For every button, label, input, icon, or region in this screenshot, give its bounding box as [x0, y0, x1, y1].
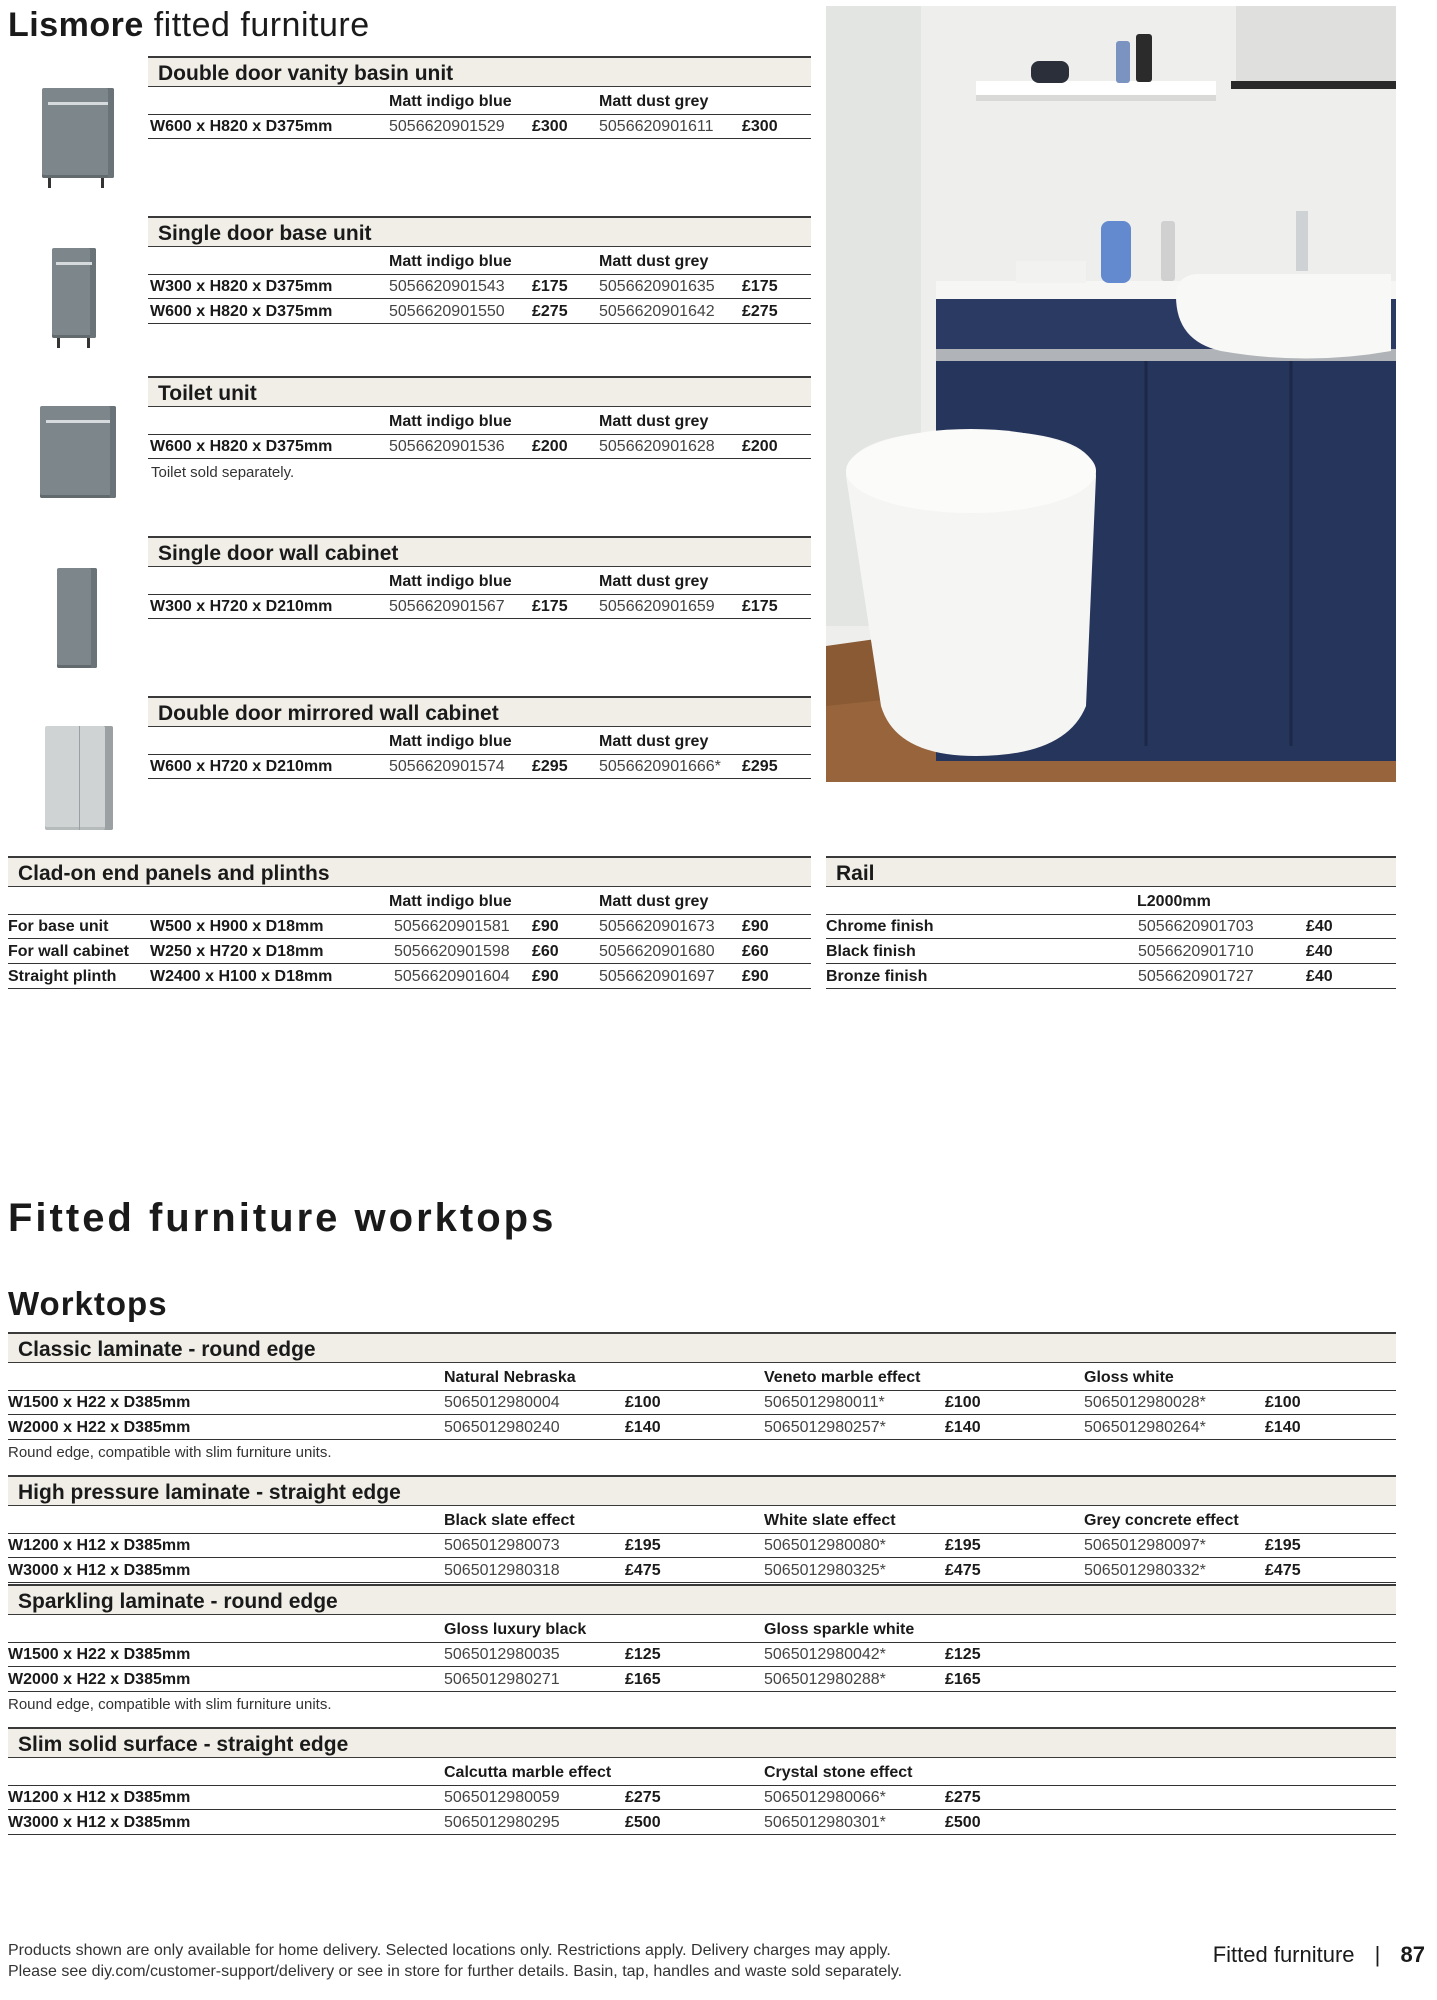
- worktop-col-head: Gloss white: [1084, 1369, 1174, 1386]
- table-row: [8, 1786, 1396, 1810]
- col-head-indigo: Matt indigo blue: [389, 93, 512, 110]
- row-price: £275: [945, 1789, 981, 1806]
- row-price: £100: [1265, 1394, 1301, 1411]
- row-price: £40: [1306, 968, 1333, 985]
- table-row: [148, 435, 811, 459]
- table-row: [8, 915, 811, 939]
- worktop-title: Slim solid surface - straight edge: [8, 1727, 1396, 1758]
- row-price-grey: £300: [742, 118, 778, 135]
- row-code: 5065012980271: [444, 1671, 560, 1688]
- worktop-col-head: Natural Nebraska: [444, 1369, 576, 1386]
- row-price-indigo: £60: [532, 943, 559, 960]
- col-head-grey: Matt dust grey: [599, 93, 709, 110]
- row-price: £275: [625, 1789, 661, 1806]
- wall-cabinet-image: [45, 560, 140, 660]
- row-code: 5056620901710: [1138, 943, 1254, 960]
- row-code-grey: 5056620901697: [599, 968, 715, 985]
- row-code: 5065012980011*: [764, 1394, 885, 1411]
- row-code: 5065012980073: [444, 1537, 560, 1554]
- row-code-grey: 5056620901628: [599, 438, 715, 455]
- row-label: Chrome finish: [826, 918, 934, 935]
- row-code: 5065012980028*: [1084, 1394, 1206, 1411]
- row-dimensions: W250 x H720 x D18mm: [150, 943, 324, 960]
- row-dimensions: W1200 x H12 x D385mm: [8, 1537, 191, 1554]
- row-price-indigo: £175: [532, 278, 568, 295]
- col-head-indigo: Matt indigo blue: [389, 733, 512, 750]
- row-price: £140: [625, 1419, 661, 1436]
- footer-line-1: Products shown are only available for home delivery. Selected locations only. Restrictions apply. Delivery charges may apply.: [8, 1942, 891, 1959]
- table-row: [8, 1559, 1396, 1583]
- row-dimensions: W1200 x H12 x D385mm: [8, 1789, 191, 1806]
- row-code: 5065012980080*: [764, 1537, 886, 1554]
- row-code-grey: 5056620901611: [599, 118, 714, 135]
- row-price: £195: [1265, 1537, 1301, 1554]
- col-head-indigo: Matt indigo blue: [389, 413, 512, 430]
- row-dimensions: W300 x H820 x D375mm: [150, 278, 333, 295]
- worktop-col-head: Veneto marble effect: [764, 1369, 921, 1386]
- row-price-indigo: £200: [532, 438, 568, 455]
- row-code-indigo: 5056620901567: [389, 598, 505, 615]
- worktop-col-head: Grey concrete effect: [1084, 1512, 1239, 1529]
- col-head-grey: Matt dust grey: [599, 573, 709, 590]
- row-dimensions: W3000 x H12 x D385mm: [8, 1814, 191, 1831]
- unit-title: Double door mirrored wall cabinet: [148, 696, 811, 727]
- col-head-length: L2000mm: [1137, 893, 1211, 910]
- row-price-grey: £90: [742, 968, 769, 985]
- row-code: 5065012980325*: [764, 1562, 886, 1579]
- table-row: [8, 1811, 1396, 1835]
- page-title: [8, 6, 370, 45]
- table-row: [8, 965, 811, 989]
- row-code: 5065012980257*: [764, 1419, 886, 1436]
- table-row: [8, 1668, 1396, 1692]
- row-dimensions: W1500 x H22 x D385mm: [8, 1646, 191, 1663]
- row-code: 5065012980288*: [764, 1671, 886, 1688]
- table-row: [8, 1391, 1396, 1415]
- row-price-grey: £175: [742, 278, 778, 295]
- row-code-grey: 5056620901659: [599, 598, 715, 615]
- row-code-indigo: 5056620901581: [394, 918, 510, 935]
- row-label: For wall cabinet: [8, 943, 129, 960]
- footer-line-2: Please see diy.com/customer-support/delivery or see in store for further details. Basin, tap, handles and waste sold separately.: [8, 1963, 903, 1980]
- table-row: [8, 1416, 1396, 1440]
- row-code-indigo: 5056620901574: [389, 758, 505, 775]
- worktop-col-head: White slate effect: [764, 1512, 896, 1529]
- clad-title: Clad-on end panels and plinths: [8, 856, 811, 887]
- unit-title: Double door vanity basin unit: [148, 56, 811, 87]
- row-price: £500: [945, 1814, 981, 1831]
- row-price-indigo: £175: [532, 598, 568, 615]
- row-code: 5065012980059: [444, 1789, 560, 1806]
- title-bold: Lismore: [8, 6, 144, 44]
- footer-page-label: [1213, 1942, 1425, 1968]
- table-row: [148, 275, 811, 299]
- row-price: £125: [945, 1646, 981, 1663]
- row-code-grey: 5056620901673: [599, 918, 715, 935]
- row-price: £140: [945, 1419, 981, 1436]
- row-dimensions: W600 x H820 x D375mm: [150, 303, 333, 320]
- col-head-grey: Matt dust grey: [599, 253, 709, 270]
- unit-title: Single door wall cabinet: [148, 536, 811, 567]
- col-head-indigo: Matt indigo blue: [389, 253, 512, 270]
- row-price-indigo: £275: [532, 303, 568, 320]
- row-code-indigo: 5056620901536: [389, 438, 505, 455]
- row-price: £40: [1306, 918, 1333, 935]
- vanity-unit-image: [30, 80, 125, 180]
- row-code-grey: 5056620901666*: [599, 758, 721, 775]
- row-label: Bronze finish: [826, 968, 928, 985]
- row-code-indigo: 5056620901598: [394, 943, 510, 960]
- row-code: 5056620901727: [1138, 968, 1254, 985]
- row-price-grey: £200: [742, 438, 778, 455]
- row-label: Black finish: [826, 943, 916, 960]
- row-price-grey: £275: [742, 303, 778, 320]
- table-row: [826, 940, 1396, 964]
- row-code: 5065012980240: [444, 1419, 560, 1436]
- row-dimensions: W1500 x H22 x D385mm: [8, 1394, 191, 1411]
- footer-disclaimer: [8, 1940, 902, 1982]
- worktop-col-head: Gloss sparkle white: [764, 1621, 915, 1638]
- row-price: £40: [1306, 943, 1333, 960]
- row-price: £475: [625, 1562, 661, 1579]
- row-code-grey: 5056620901680: [599, 943, 715, 960]
- row-price: £100: [625, 1394, 661, 1411]
- row-price: £475: [945, 1562, 981, 1579]
- row-price: £165: [945, 1671, 981, 1688]
- unit-title: Single door base unit: [148, 216, 811, 247]
- worktop-col-head: Crystal stone effect: [764, 1764, 913, 1781]
- row-price: £475: [1265, 1562, 1301, 1579]
- worktop-note: Round edge, compatible with slim furniture units.: [8, 1444, 332, 1461]
- worktop-title: High pressure laminate - straight edge: [8, 1475, 1396, 1506]
- single-base-unit-image: [40, 240, 135, 340]
- row-code-grey: 5056620901635: [599, 278, 715, 295]
- row-price: £195: [625, 1537, 661, 1554]
- row-price-grey: £90: [742, 918, 769, 935]
- worktop-title: Classic laminate - round edge: [8, 1332, 1396, 1363]
- row-dimensions: W600 x H820 x D375mm: [150, 438, 333, 455]
- row-price-indigo: £90: [532, 918, 559, 935]
- table-row: [826, 915, 1396, 939]
- table-row: [8, 1534, 1396, 1558]
- row-price-indigo: £300: [532, 118, 568, 135]
- worktop-note: Round edge, compatible with slim furniture units.: [8, 1696, 332, 1713]
- row-code-indigo: 5056620901550: [389, 303, 505, 320]
- title-rest: fitted furniture: [153, 6, 370, 44]
- unit-note: Toilet sold separately.: [151, 464, 295, 481]
- row-code: 5065012980301*: [764, 1814, 886, 1831]
- row-price: £195: [945, 1537, 981, 1554]
- footer-divider: |: [1374, 1942, 1381, 1967]
- table-row: [8, 1643, 1396, 1667]
- row-code-indigo: 5056620901604: [394, 968, 510, 985]
- row-code: 5065012980035: [444, 1646, 560, 1663]
- row-price: £500: [625, 1814, 661, 1831]
- row-dimensions: W600 x H720 x D210mm: [150, 758, 333, 775]
- row-code: 5065012980066*: [764, 1789, 886, 1806]
- row-code: 5065012980042*: [764, 1646, 886, 1663]
- row-code: 5065012980004: [444, 1394, 560, 1411]
- row-code: 5065012980332*: [1084, 1562, 1206, 1579]
- col-head-indigo: Matt indigo blue: [389, 893, 512, 910]
- row-price: £165: [625, 1671, 661, 1688]
- row-code: 5065012980318: [444, 1562, 560, 1579]
- row-dimensions: W3000 x H12 x D385mm: [8, 1562, 191, 1579]
- table-row: [148, 755, 811, 779]
- row-dimensions: W600 x H820 x D375mm: [150, 118, 333, 135]
- unit-title: Toilet unit: [148, 376, 811, 407]
- row-dimensions: W2000 x H22 x D385mm: [8, 1671, 191, 1688]
- row-price: £140: [1265, 1419, 1301, 1436]
- row-price-indigo: £90: [532, 968, 559, 985]
- row-label: Straight plinth: [8, 968, 117, 985]
- worktop-col-head: Calcutta marble effect: [444, 1764, 612, 1781]
- row-code: 5065012980295: [444, 1814, 560, 1831]
- row-price-grey: £295: [742, 758, 778, 775]
- table-row: [8, 940, 811, 964]
- row-code: 5065012980097*: [1084, 1537, 1206, 1554]
- bathroom-photo: [826, 6, 1396, 782]
- worktops-heading: Fitted furniture worktops: [8, 1196, 557, 1240]
- row-code-indigo: 5056620901543: [389, 278, 505, 295]
- worktop-title: Sparkling laminate - round edge: [8, 1584, 1396, 1615]
- row-price-indigo: £295: [532, 758, 568, 775]
- col-head-grey: Matt dust grey: [599, 733, 709, 750]
- worktop-col-head: Black slate effect: [444, 1512, 575, 1529]
- row-code-grey: 5056620901642: [599, 303, 715, 320]
- row-dimensions: W300 x H720 x D210mm: [150, 598, 333, 615]
- row-price-grey: £175: [742, 598, 778, 615]
- col-head-grey: Matt dust grey: [599, 893, 709, 910]
- bathroom-illustration: [826, 6, 1396, 782]
- row-price: £125: [625, 1646, 661, 1663]
- row-dimensions: W500 x H900 x D18mm: [150, 918, 324, 935]
- row-dimensions: W2000 x H22 x D385mm: [8, 1419, 191, 1436]
- row-price-grey: £60: [742, 943, 769, 960]
- row-label: For base unit: [8, 918, 109, 935]
- row-code: 5056620901703: [1138, 918, 1254, 935]
- table-row: [148, 300, 811, 324]
- col-head-indigo: Matt indigo blue: [389, 573, 512, 590]
- worktop-col-head: Gloss luxury black: [444, 1621, 587, 1638]
- footer-section-label: Fitted furniture: [1212, 1942, 1355, 1967]
- table-row: [826, 965, 1396, 989]
- rail-title: Rail: [826, 856, 1396, 887]
- worktops-subheading: Worktops: [8, 1285, 168, 1322]
- toilet-unit-image: [30, 400, 125, 500]
- row-code: 5065012980264*: [1084, 1419, 1206, 1436]
- mirrored-cabinet-image: [35, 720, 130, 820]
- col-head-grey: Matt dust grey: [599, 413, 709, 430]
- row-code-indigo: 5056620901529: [389, 118, 505, 135]
- table-row: [148, 595, 811, 619]
- row-dimensions: W2400 x H100 x D18mm: [150, 968, 333, 985]
- row-price: £100: [945, 1394, 981, 1411]
- page-number: 87: [1400, 1942, 1425, 1967]
- table-row: [148, 115, 811, 139]
